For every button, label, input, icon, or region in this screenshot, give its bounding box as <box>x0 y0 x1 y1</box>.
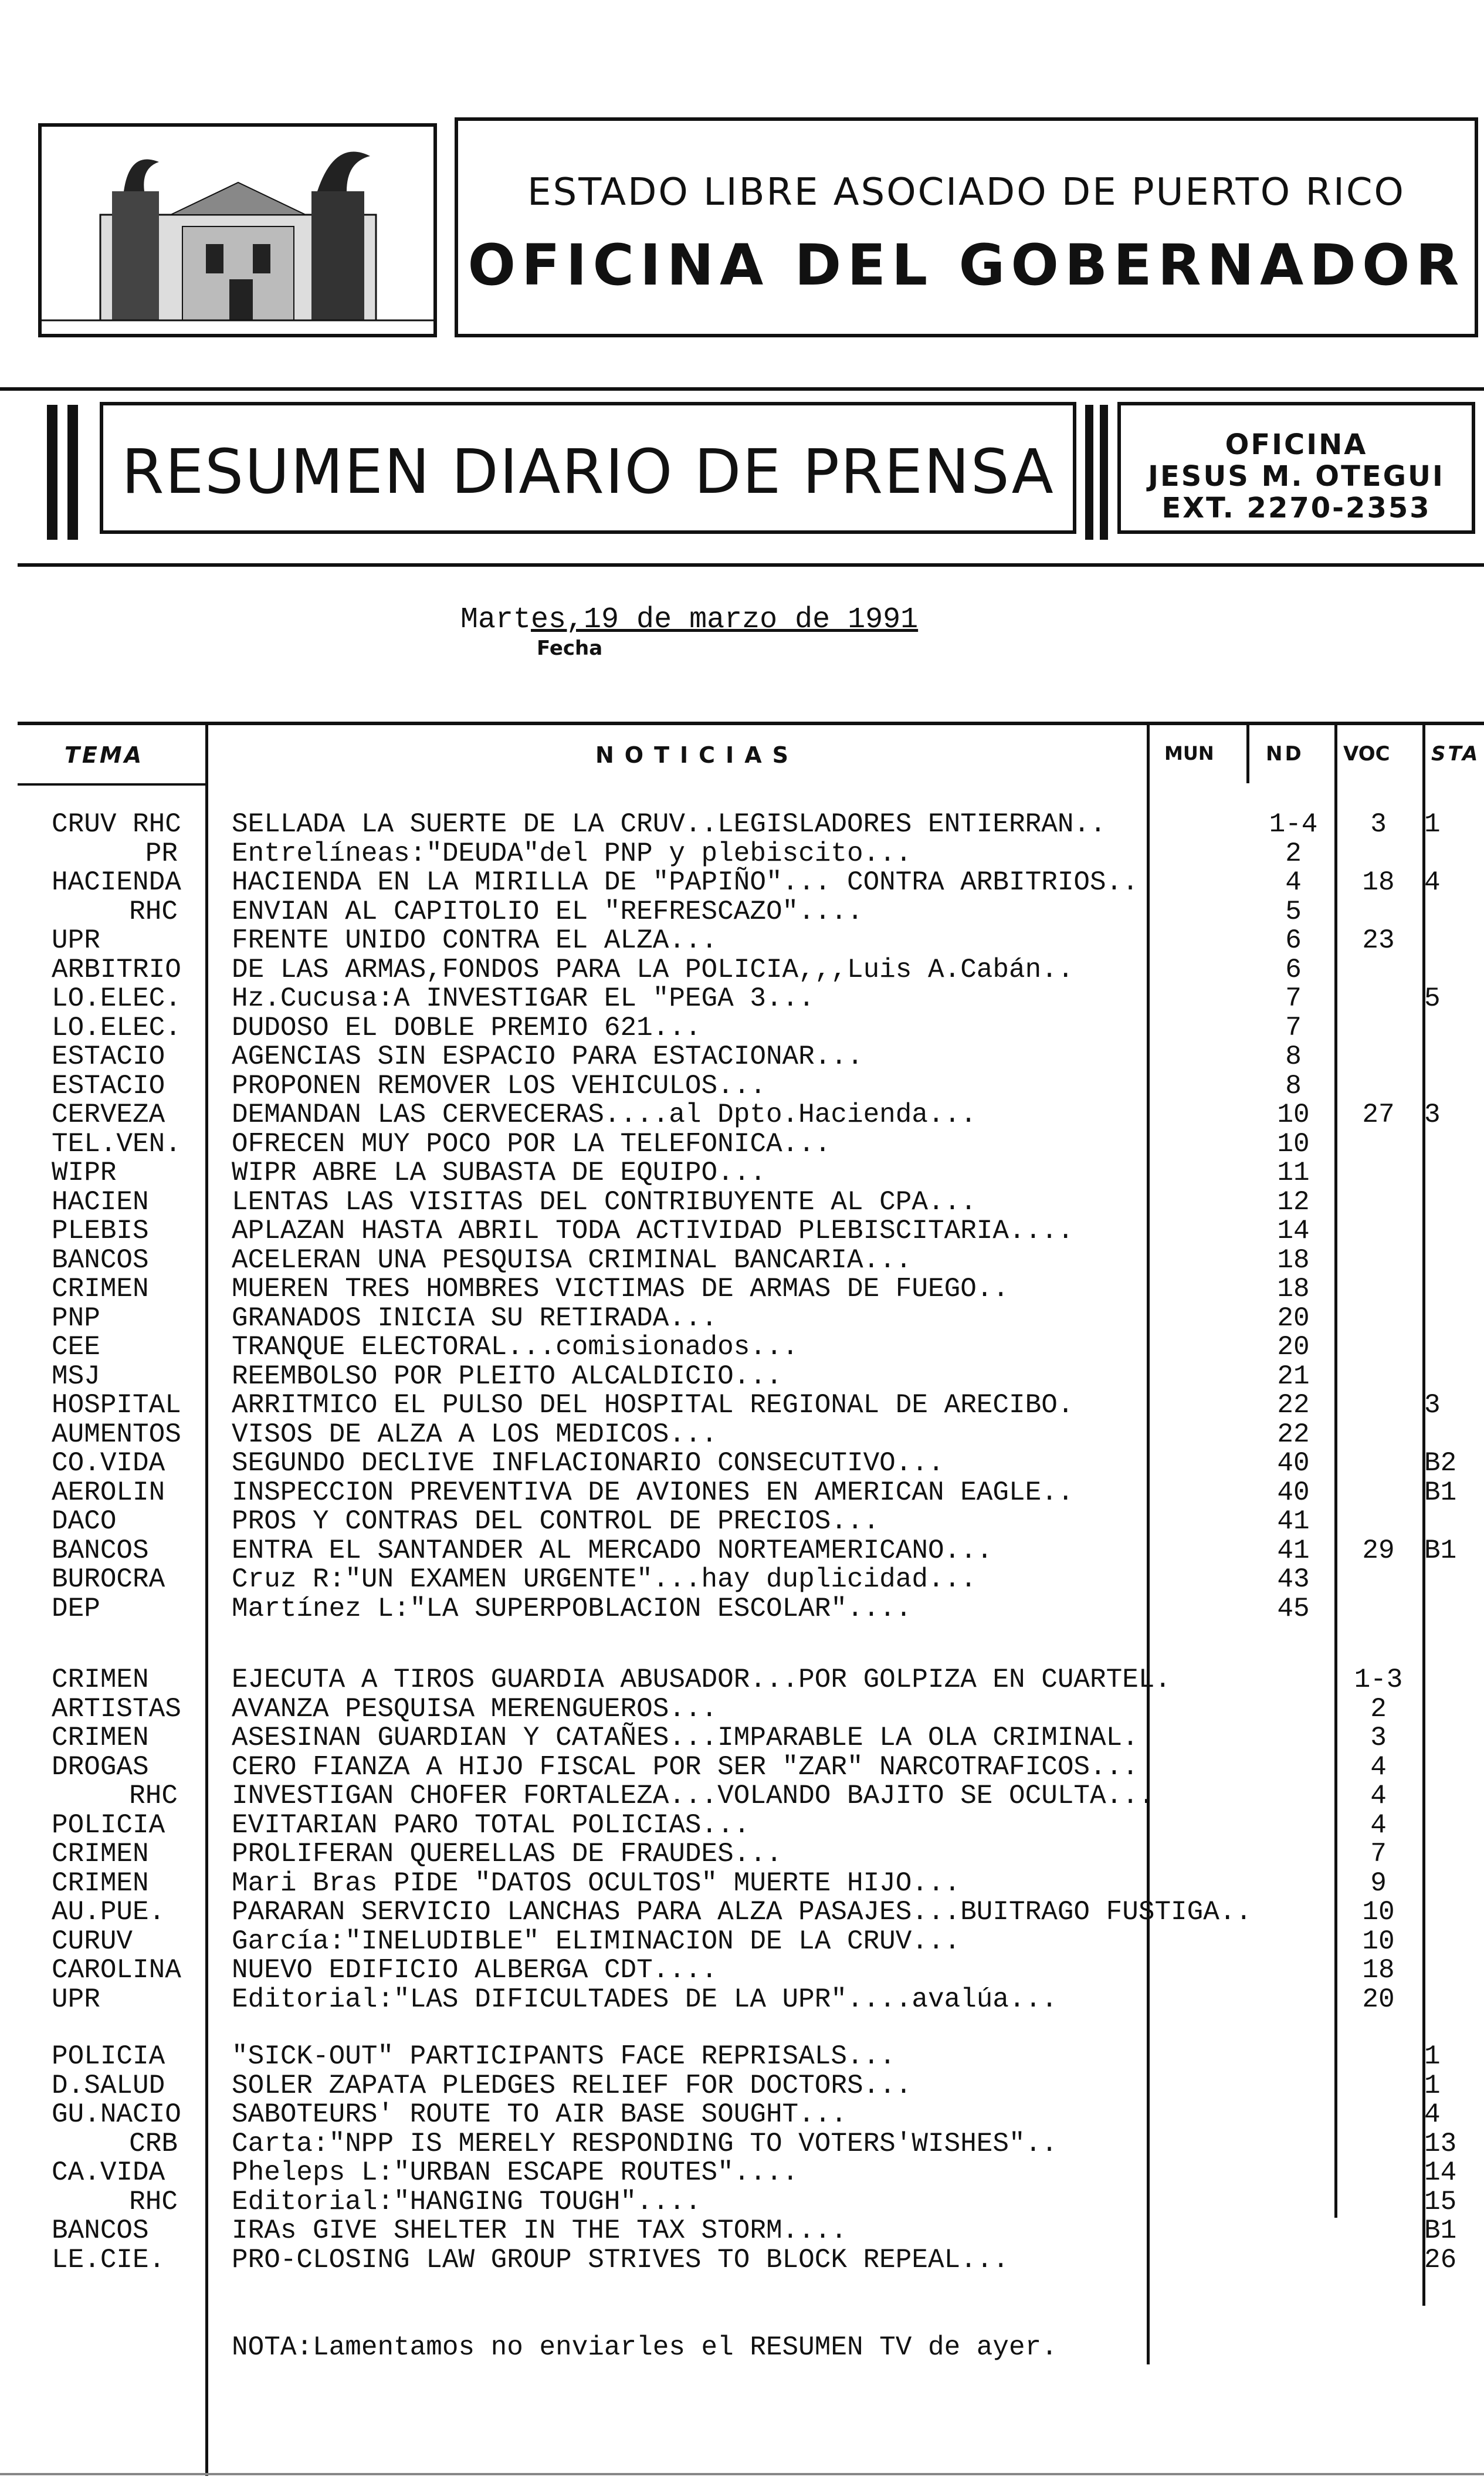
table-row <box>0 1897 1484 1927</box>
row-voc-page: 4 <box>1370 1751 1387 1782</box>
row-headline: Carta:"NPP IS MERELY RESPONDING TO VOTERS'WISHES".. <box>232 2128 1058 2159</box>
column-header-voc: VOC <box>1343 742 1390 766</box>
row-headline: CERO FIANZA A HIJO FISCAL POR SER "ZAR" NARCOTRAFICOS... <box>232 1751 1139 1782</box>
row-nd-page: 40 <box>1277 1448 1310 1478</box>
column-header-mun: MUN <box>1164 742 1214 764</box>
row-tema: GU.NACIO <box>52 2099 181 2130</box>
date-value: es,19 de marzo de 1991 <box>531 603 919 637</box>
table-row <box>0 955 1484 984</box>
state-name: ESTADO LIBRE ASOCIADO DE PUERTO RICO <box>527 171 1405 214</box>
row-tema: PNP <box>52 1302 100 1334</box>
row-tema: CRIMEN <box>52 1274 149 1304</box>
row-headline: WIPR ABRE LA SUBASTA DE EQUIPO... <box>232 1158 766 1188</box>
row-headline: SEGUNDO DECLIVE INFLACIONARIO CONSECUTIVO... <box>232 1448 944 1478</box>
row-sta-page: 5 <box>1424 983 1441 1014</box>
table-row <box>0 868 1484 897</box>
row-headline: DE LAS ARMAS,FONDOS PARA LA POLICIA,,,Luis A.Cabán.. <box>232 954 1074 985</box>
table-row <box>0 1449 1484 1478</box>
row-tema: ARTISTAS <box>52 1693 181 1724</box>
row-tema: HOSPITAL <box>52 1390 181 1420</box>
header-title-box <box>455 117 1478 337</box>
row-headline: OFRECEN MUY POCO POR LA TELEFONICA... <box>232 1128 831 1159</box>
table-row <box>0 2071 1484 2100</box>
row-nd-page: 8 <box>1285 1070 1302 1101</box>
resumen-title-box <box>100 402 1076 534</box>
row-tema: DROGAS <box>52 1751 149 1782</box>
row-voc-page: 10 <box>1362 1897 1395 1927</box>
divider-bar <box>1100 405 1108 540</box>
row-headline: GRANADOS INICIA SU RETIRADA... <box>232 1302 718 1334</box>
column-header-nd: ND <box>1266 742 1304 766</box>
row-sta-page: B1 <box>1424 2215 1457 2246</box>
date-label: Fecha <box>537 637 603 660</box>
row-tema: CA.VIDA <box>52 2157 165 2188</box>
row-headline: EVITARIAN PARO TOTAL POLICIAS... <box>232 1809 750 1840</box>
row-tema: CEE <box>52 1332 100 1362</box>
table-top-rule <box>18 722 1484 725</box>
row-voc-page: 29 <box>1362 1535 1395 1566</box>
row-tema: CRIMEN <box>52 1839 149 1869</box>
divider-bar <box>1085 405 1093 540</box>
row-headline: Hz.Cucusa:A INVESTIGAR EL "PEGA 3... <box>232 983 815 1014</box>
table-row <box>0 1071 1484 1101</box>
oficina-label: OFICINA <box>1225 428 1368 461</box>
table-row <box>0 1013 1484 1043</box>
row-nd-page: 8 <box>1285 1041 1302 1072</box>
column-header-noticias: NOTICIAS <box>595 742 799 768</box>
row-headline: Editorial:"LAS DIFICULTADES DE LA UPR"....avalúa... <box>232 1984 1058 2015</box>
table-row <box>0 2042 1484 2071</box>
table-row <box>0 2216 1484 2245</box>
row-nd-page: 7 <box>1285 1012 1302 1043</box>
row-tema: RHC <box>129 896 178 927</box>
row-tema: UPR <box>52 925 100 956</box>
row-headline: Pheleps L:"URBAN ESCAPE ROUTES".... <box>232 2157 799 2188</box>
row-nd-page: 45 <box>1277 1593 1310 1624</box>
row-tema: BANCOS <box>52 1244 149 1275</box>
row-headline: PROS Y CONTRAS DEL CONTROL DE PRECIOS... <box>232 1506 880 1537</box>
table-row <box>0 1100 1484 1129</box>
row-headline: MUEREN TRES HOMBRES VICTIMAS DE ARMAS DE FUEGO.. <box>232 1274 1009 1304</box>
row-nd-page: 20 <box>1277 1302 1310 1334</box>
row-headline: ACELERAN UNA PESQUISA CRIMINAL BANCARIA... <box>232 1244 912 1275</box>
row-tema: D.SALUD <box>52 2070 165 2101</box>
row-nd-page: 14 <box>1277 1216 1310 1246</box>
row-tema: AUMENTOS <box>52 1419 181 1450</box>
row-nd-page: 6 <box>1285 954 1302 985</box>
row-tema: CO.VIDA <box>52 1448 165 1478</box>
row-voc-page: 27 <box>1362 1099 1395 1130</box>
row-nd-page: 41 <box>1277 1506 1310 1537</box>
row-voc-page: 20 <box>1362 1984 1395 2015</box>
date-prefix: Mart <box>460 603 531 637</box>
row-tema: POLICIA <box>52 1809 165 1840</box>
row-sta-page: 13 <box>1424 2128 1457 2159</box>
table-row <box>0 1274 1484 1304</box>
office-name: OFICINA DEL GOBERNADOR <box>467 232 1465 298</box>
table-row <box>0 2100 1484 2129</box>
oficina-extension: EXT. 2270-2353 <box>1161 492 1431 525</box>
row-nd-page: 7 <box>1285 983 1302 1014</box>
row-nd-page: 10 <box>1277 1128 1310 1159</box>
row-nd-page: 22 <box>1277 1390 1310 1420</box>
row-tema: BANCOS <box>52 2215 149 2246</box>
table-row <box>0 1304 1484 1333</box>
row-headline: INVESTIGAN CHOFER FORTALEZA...VOLANDO BAJITO SE OCULTA... <box>232 1781 1155 1811</box>
row-nd-page: 5 <box>1285 896 1302 927</box>
row-tema: AEROLIN <box>52 1477 165 1508</box>
row-headline: AGENCIAS SIN ESPACIO PARA ESTACIONAR... <box>232 1041 863 1072</box>
row-sta-page: 3 <box>1424 1390 1441 1420</box>
divider-bar <box>67 405 78 540</box>
table-row <box>0 1158 1484 1187</box>
row-headline: INSPECCION PREVENTIVA DE AVIONES EN AMERICAN EAGLE.. <box>232 1477 1074 1508</box>
row-headline: Editorial:"HANGING TOUGH".... <box>232 2186 702 2217</box>
row-tema: HACIENDA <box>52 867 181 898</box>
row-voc-page: 23 <box>1362 925 1395 956</box>
table-row <box>0 1665 1484 1694</box>
row-tema: LO.ELEC. <box>52 1012 181 1043</box>
row-headline: PARARAN SERVICIO LANCHAS PARA ALZA PASAJES...BUITRAGO FUSTIGA.. <box>232 1897 1252 1927</box>
table-row <box>0 1362 1484 1391</box>
row-voc-page: 4 <box>1370 1781 1387 1811</box>
row-headline: PRO-CLOSING LAW GROUP STRIVES TO BLOCK REPEAL... <box>232 2244 1009 2275</box>
row-tema: DEP <box>52 1593 100 1624</box>
row-headline: "SICK-OUT" PARTICIPANTS FACE REPRISALS... <box>232 2041 896 2072</box>
table-row <box>0 1694 1484 1724</box>
row-nd-page: 1-4 <box>1269 809 1318 840</box>
row-headline: FRENTE UNIDO CONTRA EL ALZA... <box>232 925 718 956</box>
row-headline: ARRITMICO EL PULSO DEL HOSPITAL REGIONAL DE ARECIBO. <box>232 1390 1074 1420</box>
table-row <box>0 839 1484 868</box>
row-sta-page: 4 <box>1424 2099 1441 2130</box>
row-voc-page: 1-3 <box>1354 1664 1403 1695</box>
row-tema: LO.ELEC. <box>52 983 181 1014</box>
row-headline: ASESINAN GUARDIAN Y CATAÑES...IMPARABLE LA OLA CRIMINAL. <box>232 1723 1139 1753</box>
page-title: RESUMEN DIARIO DE PRENSA <box>121 436 1055 507</box>
table-row <box>0 1478 1484 1507</box>
row-sta-page: 4 <box>1424 867 1441 898</box>
row-headline: NUEVO EDIFICIO ALBERGA CDT.... <box>232 1955 718 1985</box>
note: NOTA:Lamentamos no enviarles el RESUMEN TV de ayer. <box>232 2332 1058 2363</box>
row-headline: PROLIFERAN QUERELLAS DE FRAUDES... <box>232 1839 782 1869</box>
table-row <box>0 1594 1484 1623</box>
table-row <box>0 1246 1484 1275</box>
row-headline: Cruz R:"UN EXAMEN URGENTE"...hay duplicidad... <box>232 1564 977 1595</box>
row-headline: García:"INELUDIBLE" ELIMINACION DE LA CRUV... <box>232 1926 961 1957</box>
divider-bar <box>0 387 1484 391</box>
row-tema: MSJ <box>52 1361 100 1392</box>
row-voc-page: 7 <box>1370 1839 1387 1869</box>
table-row <box>0 1869 1484 1898</box>
divider-bar <box>47 405 57 540</box>
row-nd-page: 18 <box>1277 1274 1310 1304</box>
table-row <box>0 1839 1484 1869</box>
row-tema: HACIEN <box>52 1186 149 1217</box>
row-voc-page: 10 <box>1362 1926 1395 1957</box>
row-voc-page: 18 <box>1362 1955 1395 1985</box>
row-tema: CAROLINA <box>52 1955 181 1985</box>
row-headline: ENTRA EL SANTANDER AL MERCADO NORTEAMERICANO... <box>232 1535 993 1566</box>
row-tema: ARBITRIO <box>52 954 181 985</box>
row-headline: ENVIAN AL CAPITOLIO EL "REFRESCAZO".... <box>232 896 863 927</box>
table-row <box>0 984 1484 1013</box>
row-headline: EJECUTA A TIROS GUARDIA ABUSADOR...POR GOLPIZA EN CUARTEL. <box>232 1664 1171 1695</box>
row-tema: PR <box>145 838 178 869</box>
row-nd-page: 43 <box>1277 1564 1310 1595</box>
row-voc-page: 2 <box>1370 1693 1387 1724</box>
row-tema: CRB <box>129 2128 178 2159</box>
row-tema: AU.PUE. <box>52 1897 165 1927</box>
row-nd-page: 10 <box>1277 1099 1310 1130</box>
table-row <box>0 1536 1484 1565</box>
date-line <box>460 603 918 637</box>
row-tema: CRUV RHC <box>52 809 181 840</box>
row-headline: Entrelíneas:"DEUDA"del PNP y plebiscito... <box>232 838 912 869</box>
table-row <box>0 2245 1484 2275</box>
row-sta-page: B1 <box>1424 1477 1457 1508</box>
table-row <box>0 2187 1484 2217</box>
divider-bar <box>18 563 1484 567</box>
table-row <box>0 1332 1484 1362</box>
table-row <box>0 1507 1484 1536</box>
table-row <box>0 1811 1484 1840</box>
table-row <box>0 897 1484 926</box>
row-tema: POLICIA <box>52 2041 165 2072</box>
row-headline: IRAs GIVE SHELTER IN THE TAX STORM.... <box>232 2215 847 2246</box>
row-tema: BANCOS <box>52 1535 149 1566</box>
bottom-rule <box>0 2473 1484 2475</box>
table-row <box>0 1129 1484 1159</box>
column-header-tema: TEMA <box>65 742 144 768</box>
row-nd-page: 12 <box>1277 1186 1310 1217</box>
row-tema: WIPR <box>52 1158 117 1188</box>
row-voc-page: 3 <box>1370 1723 1387 1753</box>
row-nd-page: 41 <box>1277 1535 1310 1566</box>
row-voc-page: 9 <box>1370 1867 1387 1899</box>
row-tema: PLEBIS <box>52 1216 149 1246</box>
table-row <box>0 1955 1484 1985</box>
row-headline: SOLER ZAPATA PLEDGES RELIEF FOR DOCTORS... <box>232 2070 912 2101</box>
row-sta-page: 14 <box>1424 2157 1457 2188</box>
row-sta-page: 1 <box>1424 2070 1441 2101</box>
logo-image <box>38 123 437 337</box>
row-headline: Mari Bras PIDE "DATOS OCULTOS" MUERTE HIJO... <box>232 1867 961 1899</box>
row-tema: TEL.VEN. <box>52 1128 181 1159</box>
row-sta-page: 1 <box>1424 2041 1441 2072</box>
table-row <box>0 2129 1484 2158</box>
row-tema: DACO <box>52 1506 117 1537</box>
row-tema: RHC <box>129 1781 178 1811</box>
row-headline: Martínez L:"LA SUPERPOBLACION ESCOLAR".... <box>232 1593 912 1624</box>
row-nd-page: 11 <box>1277 1158 1310 1188</box>
row-headline: REEMBOLSO POR PLEITO ALCALDICIO... <box>232 1361 782 1392</box>
row-nd-page: 20 <box>1277 1332 1310 1362</box>
table-row <box>0 1723 1484 1752</box>
oficina-contact-box <box>1117 402 1475 534</box>
table-row <box>0 1752 1484 1782</box>
row-headline: VISOS DE ALZA A LOS MEDICOS... <box>232 1419 718 1450</box>
row-headline: DEMANDAN LAS CERVECERAS....al Dpto.Hacienda... <box>232 1099 977 1130</box>
row-nd-page: 2 <box>1285 838 1302 869</box>
table-row <box>0 1565 1484 1594</box>
table-row <box>0 1420 1484 1449</box>
oficina-name: JESUS M. OTEGUI <box>1148 460 1445 493</box>
row-nd-page: 22 <box>1277 1419 1310 1450</box>
row-headline: HACIENDA EN LA MIRILLA DE "PAPIÑO"... CONTRA ARBITRIOS.. <box>232 867 1139 898</box>
row-sta-page: 26 <box>1424 2244 1457 2275</box>
table-row <box>0 1781 1484 1811</box>
header-underline <box>18 783 205 786</box>
row-headline: DUDOSO EL DOBLE PREMIO 621... <box>232 1012 702 1043</box>
row-tema: LE.CIE. <box>52 2244 165 2275</box>
row-tema: ESTACIO <box>52 1070 165 1101</box>
row-headline: SABOTEURS' ROUTE TO AIR BASE SOUGHT... <box>232 2099 847 2130</box>
row-nd-page: 40 <box>1277 1477 1310 1508</box>
table-row <box>0 2158 1484 2187</box>
table-row <box>0 810 1484 839</box>
row-headline: TRANQUE ELECTORAL...comisionados... <box>232 1332 799 1362</box>
table-row <box>0 1187 1484 1217</box>
row-headline: PROPONEN REMOVER LOS VEHICULOS... <box>232 1070 766 1101</box>
row-headline: AVANZA PESQUISA MERENGUEROS... <box>232 1693 718 1724</box>
row-tema: BUROCRA <box>52 1564 165 1595</box>
row-tema: ESTACIO <box>52 1041 165 1072</box>
table-row <box>0 1390 1484 1420</box>
row-voc-page: 4 <box>1370 1809 1387 1840</box>
row-nd-page: 18 <box>1277 1244 1310 1275</box>
row-headline: APLAZAN HASTA ABRIL TODA ACTIVIDAD PLEBISCITARIA.... <box>232 1216 1074 1246</box>
row-nd-page: 6 <box>1285 925 1302 956</box>
row-tema: CRIMEN <box>52 1723 149 1753</box>
table-row <box>0 1985 1484 2014</box>
row-headline: LENTAS LAS VISITAS DEL CONTRIBUYENTE AL CPA... <box>232 1186 977 1217</box>
column-header-sta: STA <box>1431 742 1480 766</box>
row-voc-page: 3 <box>1370 809 1387 840</box>
table-row <box>0 926 1484 955</box>
table-row <box>0 1927 1484 1956</box>
table-row <box>0 1216 1484 1246</box>
fortaleza-building-illustration <box>42 127 433 334</box>
row-nd-page: 4 <box>1285 867 1302 898</box>
row-headline: SELLADA LA SUERTE DE LA CRUV..LEGISLADORES ENTIERRAN.. <box>232 809 1106 840</box>
row-sta-page: 15 <box>1424 2186 1457 2217</box>
row-sta-page: 1 <box>1424 809 1441 840</box>
row-sta-page: B1 <box>1424 1535 1457 1566</box>
row-tema: CURUV <box>52 1926 133 1957</box>
row-sta-page: B2 <box>1424 1448 1457 1478</box>
column-divider <box>1246 722 1249 783</box>
row-tema: CERVEZA <box>52 1099 165 1130</box>
row-sta-page: 3 <box>1424 1099 1441 1130</box>
table-row <box>0 1042 1484 1071</box>
row-nd-page: 21 <box>1277 1361 1310 1392</box>
row-tema: UPR <box>52 1984 100 2015</box>
row-tema: RHC <box>129 2186 178 2217</box>
row-tema: CRIMEN <box>52 1664 149 1695</box>
row-tema: CRIMEN <box>52 1867 149 1899</box>
row-voc-page: 18 <box>1362 867 1395 898</box>
